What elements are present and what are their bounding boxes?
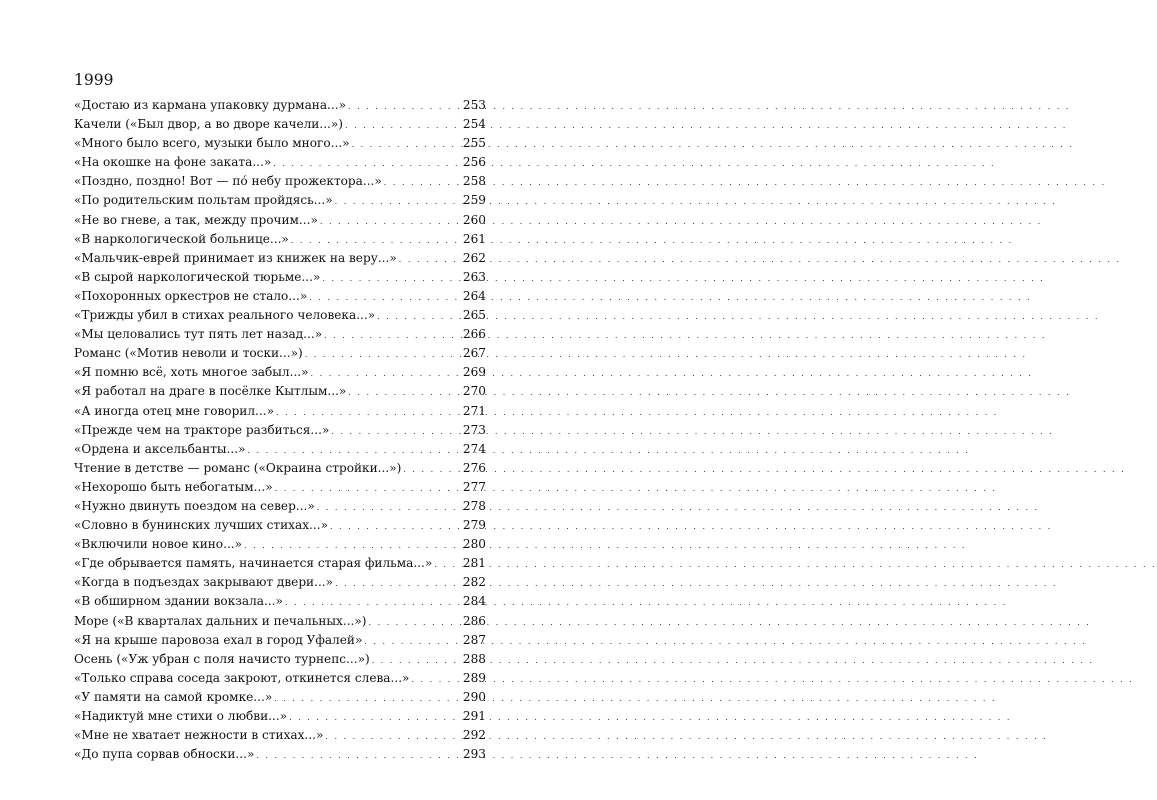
dot-leader <box>291 231 461 250</box>
toc-entry-page-number: 270 <box>462 384 486 399</box>
toc-entry-page-number: 262 <box>462 250 486 265</box>
toc-entry <box>74 382 486 401</box>
toc-entry-title: «В сырой наркологической тюрьме...» <box>74 269 321 284</box>
toc-entry-page-number: 286 <box>462 613 486 628</box>
dot-leader <box>348 383 461 402</box>
dot-leader <box>399 250 461 269</box>
toc-entry-page-number: 258 <box>462 174 486 189</box>
toc-entry-title: «Нужно двинуть поездом на север...» <box>74 498 315 513</box>
toc-entry-page-number: 266 <box>462 327 486 342</box>
dot-leader <box>309 288 461 307</box>
dot-leader <box>345 116 461 135</box>
toc-entry-title: «Много было всего, музыки было много...» <box>74 136 350 151</box>
toc-entry <box>74 592 486 611</box>
dot-leader <box>434 555 461 574</box>
dot-leader <box>274 689 461 708</box>
toc-entry <box>74 96 486 115</box>
toc-entry <box>74 688 486 707</box>
toc-entry <box>74 153 486 172</box>
toc-entry-page-number: 291 <box>462 709 486 723</box>
dot-leader <box>247 441 460 460</box>
toc-entry <box>74 363 486 382</box>
toc-entry-title: «Нехорошо быть небогатым...» <box>74 479 273 494</box>
toc-entry-page-number: 267 <box>462 346 486 361</box>
toc-entry <box>74 554 486 573</box>
dot-leader <box>403 460 461 479</box>
toc-entry <box>74 573 486 592</box>
toc-entry-page-number: 282 <box>462 575 486 590</box>
toc-entry-page-number: 288 <box>462 651 486 666</box>
toc-entry <box>74 249 486 268</box>
toc-entry-title: «Где обрывается память, начинается старая фильма...» <box>74 556 433 571</box>
dot-leader <box>384 173 461 192</box>
dot-leader <box>285 593 461 612</box>
dot-leader <box>352 135 461 154</box>
toc-entry <box>74 230 486 249</box>
toc-entry <box>74 191 486 210</box>
toc-entry <box>74 631 486 650</box>
toc-entry <box>74 134 486 153</box>
toc-entry-page-number: 265 <box>462 308 486 323</box>
toc-page <box>74 70 486 764</box>
toc-entry-page-number: 289 <box>462 670 486 685</box>
dot-leader <box>275 479 461 498</box>
toc-entry-title: «Ордена и аксельбанты...» <box>74 441 246 456</box>
toc-entry-title: «Мы целовались тут пять лет назад...» <box>74 327 323 342</box>
toc-entry <box>74 172 486 191</box>
dot-leader <box>317 498 461 517</box>
toc-entry <box>74 707 486 726</box>
toc-entry-title: «У памяти на самой кромке...» <box>74 689 273 704</box>
toc-entry-title: Море («В кварталах дальних и печальных...») <box>74 613 367 628</box>
toc-entry-title: «Мальчик-еврей принимает из книжек на веру...» <box>74 250 397 265</box>
toc-entry-title: «В наркологической больнице...» <box>74 231 289 246</box>
toc-entry-title: «Включили новое кино...» <box>74 537 243 552</box>
toc-entry-page-number: 264 <box>462 288 486 303</box>
dot-leader <box>377 307 461 326</box>
toc-entry-title: Чтение в детстве — романс («Окраина стройки...») <box>74 460 402 475</box>
toc-entry <box>74 669 486 688</box>
toc-entry <box>74 325 486 344</box>
toc-entry-title: «Не во гневе, а так, между прочим...» <box>74 212 318 227</box>
toc-entry-title: Качели («Был двор, а во дворе качели...») <box>74 117 344 132</box>
dot-leader <box>320 212 461 231</box>
toc-entry <box>74 612 486 631</box>
toc-entry-title: «Похоронных оркестров не стало...» <box>74 288 308 303</box>
toc-entry-title: Осень («Уж убран с поля начисто турнепс...») <box>74 651 370 666</box>
dot-leader <box>411 670 460 689</box>
toc-entry-page-number: 255 <box>462 136 486 151</box>
toc-entry <box>74 440 486 459</box>
toc-list <box>74 96 486 764</box>
toc-entry-page-number: 284 <box>462 594 486 609</box>
toc-entry-page-number: 259 <box>462 193 486 208</box>
dot-leader <box>330 517 461 536</box>
toc-entry-title: «Я на крыше паровоза ехал в город Уфалей» <box>74 632 363 647</box>
toc-entry-title: «Мне не хватает нежности в стихах...» <box>74 728 324 743</box>
toc-entry-title: «Достаю из кармана упаковку дурмана...» <box>74 98 346 112</box>
toc-entry-page-number: 280 <box>462 537 486 552</box>
toc-entry <box>74 497 486 516</box>
toc-entry-page-number: 253 <box>462 98 486 112</box>
dot-leader <box>305 345 461 364</box>
toc-entry <box>74 516 486 535</box>
dot-leader <box>322 269 461 288</box>
dot-leader <box>335 192 461 211</box>
toc-entry-title: «Поздно, поздно! Вот — по́ небу прожектора...» <box>74 174 382 189</box>
toc-entry-page-number: 287 <box>462 632 486 647</box>
toc-entry <box>74 268 486 287</box>
toc-entry <box>74 306 486 325</box>
toc-entry-title: «Словно в бунинских лучших стихах...» <box>74 518 328 533</box>
toc-entry-title: «Надиктуй мне стихи о любви...» <box>74 709 288 723</box>
toc-entry-title: «Трижды убил в стихах реального человека...» <box>74 308 376 323</box>
toc-entry-page-number: 278 <box>462 498 486 513</box>
toc-entry-page-number: 254 <box>462 117 486 132</box>
toc-entry <box>74 745 486 764</box>
toc-entry-title: «В обширном здании вокзала...» <box>74 594 283 609</box>
dot-leader <box>273 154 461 173</box>
toc-entry-title: «Я помню всё, хоть многое забыл...» <box>74 365 309 380</box>
toc-entry-title: «По родительским польтам пройдясь...» <box>74 193 333 208</box>
dot-leader <box>372 651 461 670</box>
toc-entry-title: «Когда в подъездах закрывают двери...» <box>74 575 334 590</box>
toc-entry-page-number: 269 <box>462 365 486 380</box>
dot-leader <box>276 403 461 422</box>
toc-entry <box>74 459 486 478</box>
toc-entry-title: «На окошке на фоне заката...» <box>74 155 272 170</box>
dot-leader <box>331 422 461 441</box>
toc-entry-page-number: 273 <box>462 422 486 437</box>
dot-leader <box>324 326 461 345</box>
toc-entry-title: «Только справа соседа закроют, откинется слева...» <box>74 670 410 685</box>
toc-entry-page-number: 261 <box>462 231 486 246</box>
toc-entry <box>74 478 486 497</box>
toc-entry-title: «Я работал на драге в посёлке Кытлым...» <box>74 384 347 399</box>
toc-entry-page-number: 277 <box>462 479 486 494</box>
toc-entry-page-number: 263 <box>462 269 486 284</box>
toc-entry-page-number: 290 <box>462 689 486 704</box>
toc-entry-page-number: 281 <box>462 556 486 571</box>
dot-leader <box>256 746 461 765</box>
dot-leader <box>364 632 461 651</box>
dot-leader <box>244 536 461 555</box>
toc-entry <box>74 402 486 421</box>
dot-leader <box>311 364 461 383</box>
dot-leader <box>369 613 461 632</box>
toc-entry <box>74 535 486 554</box>
toc-entry-page-number: 260 <box>462 212 486 227</box>
toc-entry <box>74 726 486 745</box>
toc-entry-page-number: 274 <box>462 441 486 456</box>
toc-entry-page-number: 293 <box>462 747 486 762</box>
toc-entry <box>74 650 486 669</box>
toc-entry-page-number: 292 <box>462 728 486 743</box>
toc-entry <box>74 115 486 134</box>
dot-leader <box>348 97 461 116</box>
dot-leader <box>289 708 461 727</box>
toc-entry-title: «А иногда отец мне говорил...» <box>74 403 274 418</box>
toc-entry-title: «До пупа сорвав обноски...» <box>74 747 255 762</box>
toc-entry-page-number: 271 <box>462 403 486 418</box>
toc-entry <box>74 211 486 230</box>
toc-entry-title: Романс («Мотив неволи и тоски...») <box>74 346 303 361</box>
toc-entry-title: «Прежде чем на тракторе разбиться...» <box>74 422 330 437</box>
toc-entry <box>74 421 486 440</box>
toc-entry <box>74 344 486 363</box>
toc-entry-page-number: 276 <box>462 460 486 475</box>
dot-leader <box>325 727 461 746</box>
toc-entry <box>74 287 486 306</box>
toc-entry-page-number: 279 <box>462 518 486 533</box>
toc-entry-page-number: 256 <box>462 155 486 170</box>
section-year-heading: 1999 <box>74 71 114 89</box>
dot-leader <box>335 574 461 593</box>
